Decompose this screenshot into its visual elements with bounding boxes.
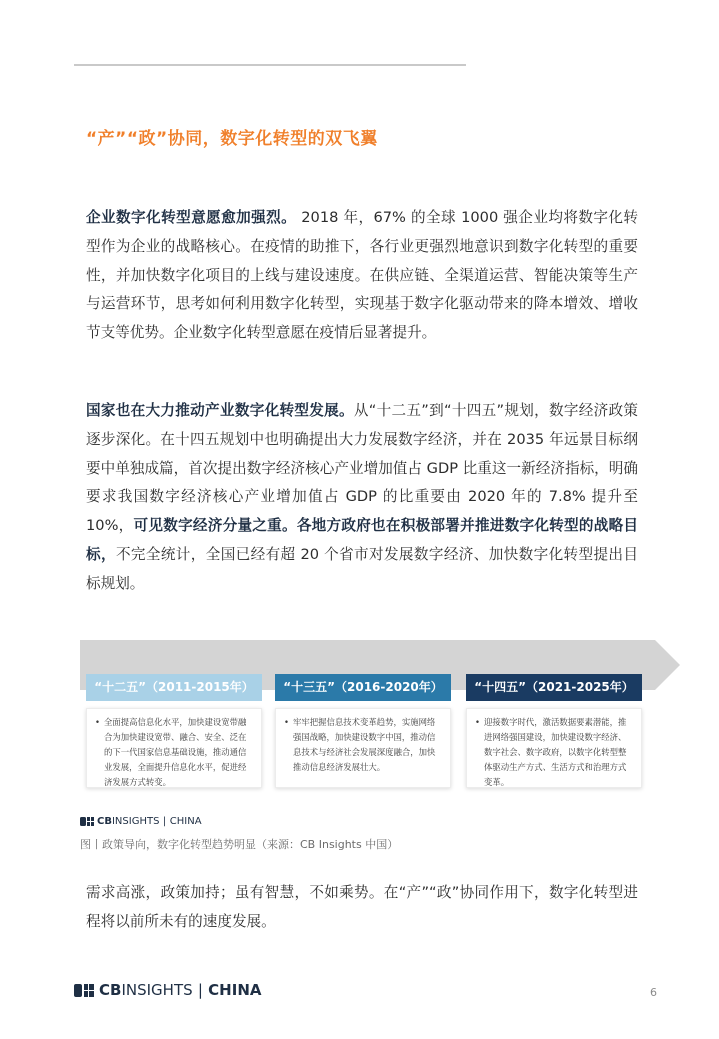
figure-caption: 图丨政策导向，数字化转型趋势明显（来源：CB Insights 中国） bbox=[80, 838, 399, 851]
logo-china: CHINA bbox=[208, 981, 262, 999]
logo-china: CHINA bbox=[169, 816, 202, 827]
paragraph-body: 2018 年，67% 的全球 1000 强企业均将数字化转型作为企业的战略核心。在疫情的助推下，各行业更强烈地意识到数字化转型的重要性，并加快数字化项目的上线与建设速度。在供应链、全渠道运营、智能决策等生产与运营环节，思考如何利用数字化转型，实现基于数字化驱动带来的降本增效、增收节支等优势。企业数字化转型意愿在疫情后显著提升。 bbox=[86, 209, 638, 342]
paragraph-lead: 国家也在大力推动产业数字化转型发展。 bbox=[86, 402, 354, 419]
paragraph-body: 不完全统计，全国已经有超 20 个省市对发展数字经济、加快数字化转型提出目标规划。 bbox=[86, 545, 638, 592]
page-number: 6 bbox=[650, 986, 657, 999]
timeline-card-text: • 迎接数字时代，激活数据要素潜能，推进网络强国建设，加快建设数字经济、数字社会、数字政府，以数字化转型整体驱动生产方式、生活方式和治理方式变革。 bbox=[475, 715, 633, 790]
timeline-card-body bbox=[466, 708, 642, 788]
cb-logo-icon bbox=[80, 817, 94, 826]
paragraph-government bbox=[86, 397, 638, 599]
source-logo: CBINSIGHTS | CHINA bbox=[80, 816, 202, 827]
timeline-card-title: “十四五”（2021-2025年） bbox=[466, 674, 642, 701]
paragraph-conclusion: 需求高涨，政策加持；虽有智慧，不如乘势。在“产”“政”协同作用下，数字化转型进程将以前所未有的速度发展。 bbox=[86, 884, 638, 930]
logo-insights: INSIGHTS bbox=[121, 981, 193, 999]
timeline-card-title: “十三五”（2016-2020年） bbox=[275, 674, 451, 701]
cb-logo-icon bbox=[74, 984, 94, 997]
footer-logo: CBINSIGHTS | CHINA bbox=[74, 981, 261, 999]
timeline-card-body bbox=[86, 708, 262, 788]
logo-cb: CB bbox=[97, 816, 112, 827]
timeline-card-13th bbox=[275, 674, 451, 788]
section-title: “产”“政”协同，数字化转型的双飞翼 bbox=[86, 129, 378, 149]
timeline-card-14th bbox=[466, 674, 642, 788]
timeline-card-12th bbox=[86, 674, 262, 788]
paragraph-emphasis: 可见数字经济分量之重。各地方政府也在积极部署并推进数字化转型的战略目标， bbox=[86, 517, 639, 563]
logo-insights: INSIGHTS bbox=[111, 816, 160, 827]
paragraph-lead: 企业数字化转型意愿愈加强烈。 bbox=[86, 209, 297, 226]
paragraph-body: 从“十二五”到“十四五”规划，数字经济政策逐步深化。在十四五规划中也明确提出大力发展数字经济，并在 2035 年远景目标纲要中单独成篇，首次提出数字经济核心产业增加值占 GDP 比重这一新经济指标，明确要求我国数字经济核心产业增加值占 GDP 的比重要由 2020 年的 7.8% 提升至 10%， bbox=[86, 402, 638, 535]
timeline-card-text: • 全面提高信息化水平，加快建设宽带融合为加快建设宽带、融合、安全、泛在的下一代国家信息基础设施，推动通信业发展，全面提升信息化水平，促进经济发展方式转变。 bbox=[95, 715, 253, 790]
timeline-card-title: “十二五”（2011-2015年） bbox=[86, 674, 262, 701]
top-divider bbox=[74, 64, 466, 66]
timeline-card-body bbox=[275, 708, 451, 788]
logo-cb: CB bbox=[99, 981, 122, 999]
timeline-card-text: • 牢牢把握信息技术变革趋势，实施网络强国战略，加快建设数字中国，推动信息技术与经济社会发展深度融合，加快推动信息经济发展壮大。 bbox=[284, 715, 442, 775]
paragraph-enterprise bbox=[86, 204, 638, 348]
